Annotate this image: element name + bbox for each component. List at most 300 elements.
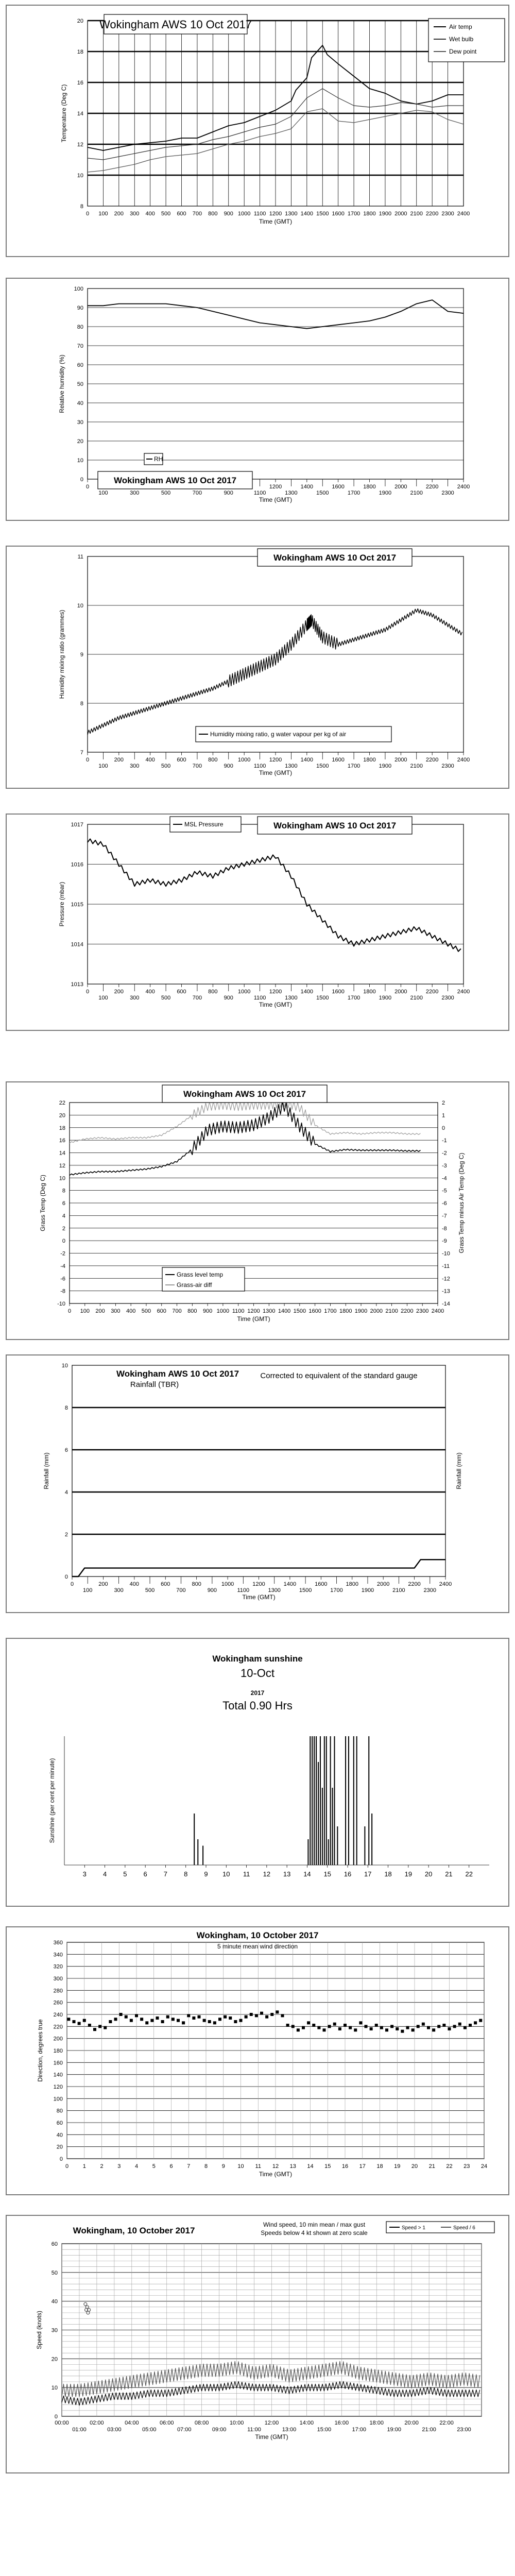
x-tick-label: 700 [176,1587,186,1594]
x-tick-label: 2400 [457,757,470,763]
x-tick-label: 1200 [269,211,282,217]
wind-direction-point [245,2015,248,2019]
x-tick-label: 1800 [339,1308,352,1314]
x-tick-label: 700 [192,490,202,496]
sunshine-chart [6,1638,509,1906]
x-tick-label: 600 [161,1581,170,1587]
x-tick-label: 2300 [441,211,454,217]
wind-direction-point [203,2019,206,2022]
wind-direction-point [140,2018,143,2021]
y-tick-label: 80 [77,324,83,330]
x-tick-label: 2300 [441,995,454,1001]
x-tick-label: 2400 [431,1308,444,1314]
x-tick-label: 500 [161,763,171,769]
wind-direction-point [328,2025,331,2028]
relative-humidity-chart [6,278,509,520]
x-tick-label: 1600 [332,484,345,490]
y-tick-label: 10 [77,173,83,179]
x-tick-label: 1600 [315,1581,328,1587]
x-tick-label: 7 [187,2163,191,2170]
x-tick-label: 9 [204,1870,208,1878]
x-tick-label: 1700 [347,211,360,217]
y-tick-label: 10 [77,603,83,609]
x-tick-label: 11:00 [247,2427,261,2433]
x-tick-label: 11 [255,2163,261,2170]
x-tick-label: 2200 [425,757,439,763]
x-tick-label: 800 [187,1308,197,1314]
wind-direction-point [119,2013,123,2016]
y-tick-label: 2 [62,1225,65,1232]
y-tick-label: 60 [51,2241,58,2247]
y-tick-label: 30 [77,419,83,426]
y-tick-label: 6 [64,1447,68,1453]
x-tick-label: 2100 [410,763,423,769]
legend-label: MSL Pressure [184,821,224,828]
y-right-tick-label: 1 [442,1112,445,1119]
y-axis-title: Pressure (mbar) [58,882,65,927]
wind-direction-point [208,2020,211,2023]
y-tick-label: 22 [59,1100,65,1106]
y-tick-label: 9 [80,652,83,658]
x-tick-label: 1900 [354,1308,368,1314]
y-tick-label: 120 [53,2084,63,2090]
wind-direction-point [458,2023,461,2026]
y-axis-title: Direction, degrees true [37,2019,44,2082]
x-tick-label: 00:00 [55,2420,69,2426]
y-right-tick-label: -5 [442,1188,447,1194]
x-tick-label: 400 [126,1308,136,1314]
x-axis-title: Time (GMT) [259,218,293,225]
x-tick-label: 7 [163,1870,168,1878]
y-tick-label: 10 [77,457,83,464]
wind-direction-point [297,2028,300,2031]
x-tick-label: 1700 [330,1587,343,1594]
wind-direction-point [161,2020,164,2023]
x-tick-label: 07:00 [177,2427,192,2433]
x-tick-label: 14 [307,2163,314,2170]
x-tick-label: 1200 [269,484,282,490]
x-tick-label: 100 [83,1587,93,1594]
wind-direction-point [229,2016,232,2020]
wind-direction-point [187,2014,190,2017]
x-tick-label: 2400 [439,1581,452,1587]
wind-direction-point [255,2014,258,2017]
x-tick-label: 1300 [285,763,298,769]
x-tick-label: 12 [263,1870,271,1878]
x-tick-label: 1700 [347,995,360,1001]
y-tick-label: 50 [77,381,83,387]
x-tick-label: 1000 [237,757,251,763]
wind-direction-point [270,2013,273,2016]
x-tick-label: 1800 [363,484,376,490]
x-tick-label: 1100 [253,211,266,217]
x-tick-label: 2300 [441,490,454,496]
x-tick-label: 700 [192,763,202,769]
x-tick-label: 600 [177,211,186,217]
y-tick-label: 20 [56,2144,63,2150]
x-tick-label: 800 [208,989,218,995]
y-tick-label: 16 [77,80,83,86]
x-tick-label: 1900 [361,1587,374,1594]
x-tick-label: 2400 [457,484,470,490]
y-right-tick-label: 2 [442,1100,445,1106]
wind-direction-point [344,2024,347,2027]
x-tick-label: 1600 [332,757,345,763]
chart-title: Wokingham AWS 10 Oct 2017 [99,18,252,31]
x-tick-label: 2200 [408,1581,421,1587]
x-tick-label: 2100 [385,1308,398,1314]
y-tick-label: 0 [80,477,83,483]
wind-direction-chart [6,1927,509,2195]
x-tick-label: 1500 [316,490,329,496]
x-tick-label: 13 [289,2163,296,2170]
legend-label: Wet bulb [449,36,474,43]
x-tick-label: 100 [98,995,108,1001]
x-tick-label: 200 [95,1308,105,1314]
wind-direction-point [104,2026,107,2029]
x-tick-label: 20 [411,2163,418,2170]
chart-note: Speeds below 4 kt shown at zero scale [261,2229,368,2236]
x-tick-label: 100 [98,763,108,769]
x-tick-label: 1400 [283,1581,297,1587]
y-right-tick-label: -2 [442,1150,447,1157]
wind-direction-point [349,2026,352,2029]
x-axis-title: Time (GMT) [259,496,293,503]
x-tick-label: 04:00 [125,2420,139,2426]
y-tick-label: -10 [57,1301,65,1307]
y-tick-label: 0 [62,1238,65,1245]
wind-direction-point [291,2025,295,2028]
x-tick-label: 0 [85,211,90,217]
x-tick-label: 16 [341,2163,349,2170]
x-tick-label: 1900 [379,490,392,496]
x-axis-title: Time (GMT) [242,1594,276,1601]
x-tick-label: 17 [364,1870,372,1878]
x-tick-label: 6 [169,2163,173,2170]
x-tick-label: 2200 [401,1308,414,1314]
x-tick-label: 12:00 [264,2420,279,2426]
plot-area [72,1365,445,1577]
y-right-tick-label: -7 [442,1213,447,1219]
x-tick-label: 10 [222,1870,230,1878]
chart-title: Wokingham AWS 10 Oct 2017 [183,1089,306,1099]
x-tick-label: 08:00 [194,2420,209,2426]
x-tick-label: 09:00 [212,2427,227,2433]
x-tick-label: 2300 [416,1308,429,1314]
x-tick-label: 10 [237,2163,244,2170]
y-right-tick-label: -4 [442,1175,447,1182]
x-tick-label: 200 [114,989,124,995]
x-tick-label: 2100 [410,995,423,1001]
y-tick-label: 1013 [71,981,83,988]
x-tick-label: 800 [208,757,218,763]
x-tick-label: 18 [384,1870,392,1878]
chart-subtitle: 10-Oct [240,1667,275,1680]
x-tick-label: 4 [134,2163,139,2170]
y-tick-label: 8 [62,1188,65,1194]
x-tick-label: 1800 [346,1581,358,1587]
y-tick-label: -6 [60,1276,65,1282]
x-tick-label: 500 [145,1587,155,1594]
x-tick-label: 17:00 [352,2427,367,2433]
wind-direction-point [422,2023,425,2026]
y-tick-label: 14 [77,111,83,117]
x-tick-label: 2100 [392,1587,405,1594]
wind-direction-point [375,2024,378,2027]
x-tick-label: 1200 [252,1581,265,1587]
x-tick-label: 500 [161,490,171,496]
x-tick-label: 400 [145,211,155,217]
y-tick-label: 4 [62,1213,65,1219]
chart-title: Wokingham, 10 October 2017 [73,2226,195,2235]
wind-direction-point [78,2022,81,2025]
x-tick-label: 22 [446,2163,453,2170]
x-tick-label: 21 [445,1870,453,1878]
y-tick-label: 11 [77,554,83,560]
x-tick-label: 1500 [316,995,329,1001]
y-tick-label: 12 [59,1162,65,1169]
x-tick-label: 900 [224,490,233,496]
x-tick-label: 1100 [253,490,266,496]
y-tick-label: 40 [77,400,83,406]
x-tick-label: 2400 [457,989,470,995]
wind-direction-point [239,2019,243,2022]
wind-direction-point [83,2019,86,2022]
wind-direction-point [73,2020,76,2023]
wind-direction-point [276,2010,279,2013]
wind-direction-point [401,2030,404,2033]
y-tick-label: 8 [64,1405,68,1411]
sunshine-total: Total 0.90 Hrs [222,1699,293,1712]
x-tick-label: 02:00 [90,2420,104,2426]
x-tick-label: 1300 [263,1308,276,1314]
x-tick-label: 1600 [308,1308,321,1314]
chart-title: Wokingham, 10 October 2017 [196,1930,319,1940]
x-tick-label: 15 [324,2163,331,2170]
x-tick-label: 1500 [293,1308,306,1314]
x-tick-label: 2300 [423,1587,437,1594]
x-tick-label: 5 [123,1870,127,1878]
x-tick-label: 1400 [278,1308,291,1314]
x-tick-label: 100 [98,211,108,217]
x-tick-label: 900 [224,763,233,769]
x-tick-label: 200 [114,211,124,217]
chart-note: Corrected to equivalent of the standard gauge [260,1371,418,1380]
y-tick-label: 260 [53,1999,63,2006]
x-tick-label: 16 [344,1870,352,1878]
x-tick-label: 200 [114,757,124,763]
x-tick-label: 22:00 [439,2420,454,2426]
x-tick-label: 1300 [285,211,298,217]
x-tick-label: 1500 [316,211,329,217]
x-axis-title: Time (GMT) [259,769,293,776]
x-tick-label: 900 [202,1308,213,1314]
wind-direction-point [192,2016,195,2020]
x-tick-label: 6 [143,1870,147,1878]
x-tick-label: 1600 [332,211,345,217]
x-tick-label: 500 [161,211,171,217]
x-tick-label: 1300 [285,490,298,496]
y-tick-label: 8 [80,701,83,707]
wind-direction-point [156,2016,159,2020]
x-tick-label: 13:00 [282,2427,297,2433]
chart-title: Wokingham AWS 10 Oct 2017 [113,476,237,485]
wind-direction-point [406,2026,409,2029]
x-tick-label: 18:00 [369,2420,384,2426]
x-tick-label: 23:00 [457,2427,471,2433]
y-tick-label: 160 [53,2060,63,2066]
x-tick-label: 18 [376,2163,383,2170]
x-tick-label: 10:00 [229,2420,244,2426]
y-tick-label: 360 [53,1940,63,1946]
x-tick-label: 300 [111,1308,121,1314]
y-tick-label: 4 [64,1489,68,1496]
pressure-chart [6,814,509,1030]
y-tick-label: 6 [62,1200,65,1207]
x-tick-label: 1900 [379,995,392,1001]
x-tick-label: 900 [224,995,233,1001]
wind-direction-point [432,2028,435,2031]
wind-direction-point [417,2025,420,2028]
wind-direction-point [338,2027,341,2030]
x-tick-label: 600 [157,1308,166,1314]
x-tick-label: 2000 [394,757,407,763]
x-tick-label: 500 [141,1308,151,1314]
y-tick-label: 10 [61,1363,68,1369]
x-tick-label: 3 [82,1870,87,1878]
y-tick-label: 18 [77,49,83,55]
y-tick-label: 40 [51,2298,58,2305]
x-tick-label: 2000 [376,1581,390,1587]
x-tick-label: 1300 [268,1587,281,1594]
x-tick-label: 06:00 [159,2420,174,2426]
y-tick-label: 12 [77,142,83,148]
x-tick-label: 300 [130,211,140,217]
y-tick-label: 20 [77,438,83,445]
x-tick-label: 700 [172,1308,182,1314]
y-tick-label: 70 [77,343,83,349]
x-tick-label: 0 [85,757,90,763]
x-tick-label: 300 [130,763,140,769]
y-right-tick-label: -8 [442,1225,447,1232]
y-tick-label: 2 [64,1532,68,1538]
wind-direction-point [469,2024,472,2027]
y-right-tick-label: -13 [442,1288,450,1295]
x-tick-label: 1000 [237,989,251,995]
x-tick-label: 21 [428,2163,435,2170]
x-tick-label: 0 [67,1308,72,1314]
x-tick-label: 1400 [300,211,314,217]
legend-label: Grass level temp [177,1271,224,1278]
y-tick-label: 60 [56,2120,63,2126]
x-tick-label: 05:00 [142,2427,157,2433]
x-tick-label: 900 [224,211,233,217]
x-tick-label: 1500 [299,1587,312,1594]
x-tick-label: 1000 [216,1308,230,1314]
wind-direction-point [380,2026,383,2029]
y-right-axis-title: Rainfall (mm) [455,1452,462,1489]
wind-direction-point [333,2023,336,2026]
x-tick-label: 700 [192,995,202,1001]
wind-direction-point [317,2026,320,2029]
x-tick-label: 21:00 [422,2427,436,2433]
wind-direction-point [182,2021,185,2024]
wind-direction-point [474,2021,477,2024]
wind-direction-point [390,2025,393,2028]
wind-direction-point [464,2026,467,2029]
x-tick-label: 1900 [379,763,392,769]
wind-direction-point [260,2012,263,2015]
y-tick-label: 20 [77,18,83,24]
x-tick-label: 1000 [221,1581,234,1587]
y-tick-label: 280 [53,1988,63,1994]
y-tick-label: 7 [80,750,83,756]
x-tick-label: 17 [359,2163,366,2170]
y-tick-label: 20 [51,2356,58,2363]
x-tick-label: 1500 [316,763,329,769]
y-tick-label: 30 [51,2327,58,2334]
x-tick-label: 400 [129,1581,140,1587]
y-tick-label: 40 [56,2132,63,2139]
x-tick-label: 01:00 [72,2427,87,2433]
chart-title: Wokingham AWS 10 Oct 2017 [273,821,397,831]
y-tick-label: 20 [59,1112,65,1119]
wind-direction-point [307,2021,310,2024]
y-tick-label: 0 [64,1574,68,1580]
x-axis-title: Time (GMT) [255,2433,288,2441]
y-axis-title: Temperature (Deg C) [60,84,67,143]
chart-subtitle: 5 minute mean wind direction [217,1943,298,1950]
x-tick-label: 12 [272,2163,279,2170]
wind-direction-point [385,2028,388,2031]
y-tick-label: 300 [53,1976,63,1982]
wind-direction-point [109,2020,112,2023]
x-tick-label: 1200 [269,757,282,763]
y-right-tick-label: -1 [442,1138,447,1144]
y-tick-label: 1016 [71,861,83,868]
wind-direction-point [166,2015,169,2019]
x-tick-label: 300 [114,1587,124,1594]
x-tick-label: 1200 [247,1308,260,1314]
wind-direction-point [359,2021,362,2024]
x-tick-label: 20:00 [404,2420,419,2426]
y-tick-label: 1014 [71,941,83,948]
x-tick-label: 03:00 [107,2427,122,2433]
x-tick-label: 9 [221,2163,225,2170]
x-tick-label: 100 [98,490,108,496]
legend-label: Humidity mixing ratio, g water vapour per kg of air [210,731,347,738]
x-tick-label: 400 [145,757,155,763]
x-tick-label: 1700 [347,490,360,496]
x-tick-label: 1 [82,2163,86,2170]
y-tick-label: 100 [74,286,83,292]
x-axis-title: Time (GMT) [237,1315,270,1323]
y-tick-label: -4 [60,1263,65,1269]
x-tick-label: 2000 [370,1308,383,1314]
y-axis-title: Grass Temp (Deg C) [39,1175,46,1231]
wind-direction-point [234,2020,237,2023]
x-tick-label: 2 [100,2163,104,2170]
wind-direction-point [370,2027,373,2030]
x-tick-label: 3 [117,2163,121,2170]
x-tick-label: 700 [192,211,202,217]
wind-direction-point [198,2015,201,2019]
legend-label: Air temp [449,23,472,30]
y-right-tick-label: -10 [442,1250,450,1257]
y-right-tick-label: -6 [442,1200,447,1207]
x-axis-title: Time (GMT) [259,1001,293,1008]
x-tick-label: 0 [65,2163,69,2170]
